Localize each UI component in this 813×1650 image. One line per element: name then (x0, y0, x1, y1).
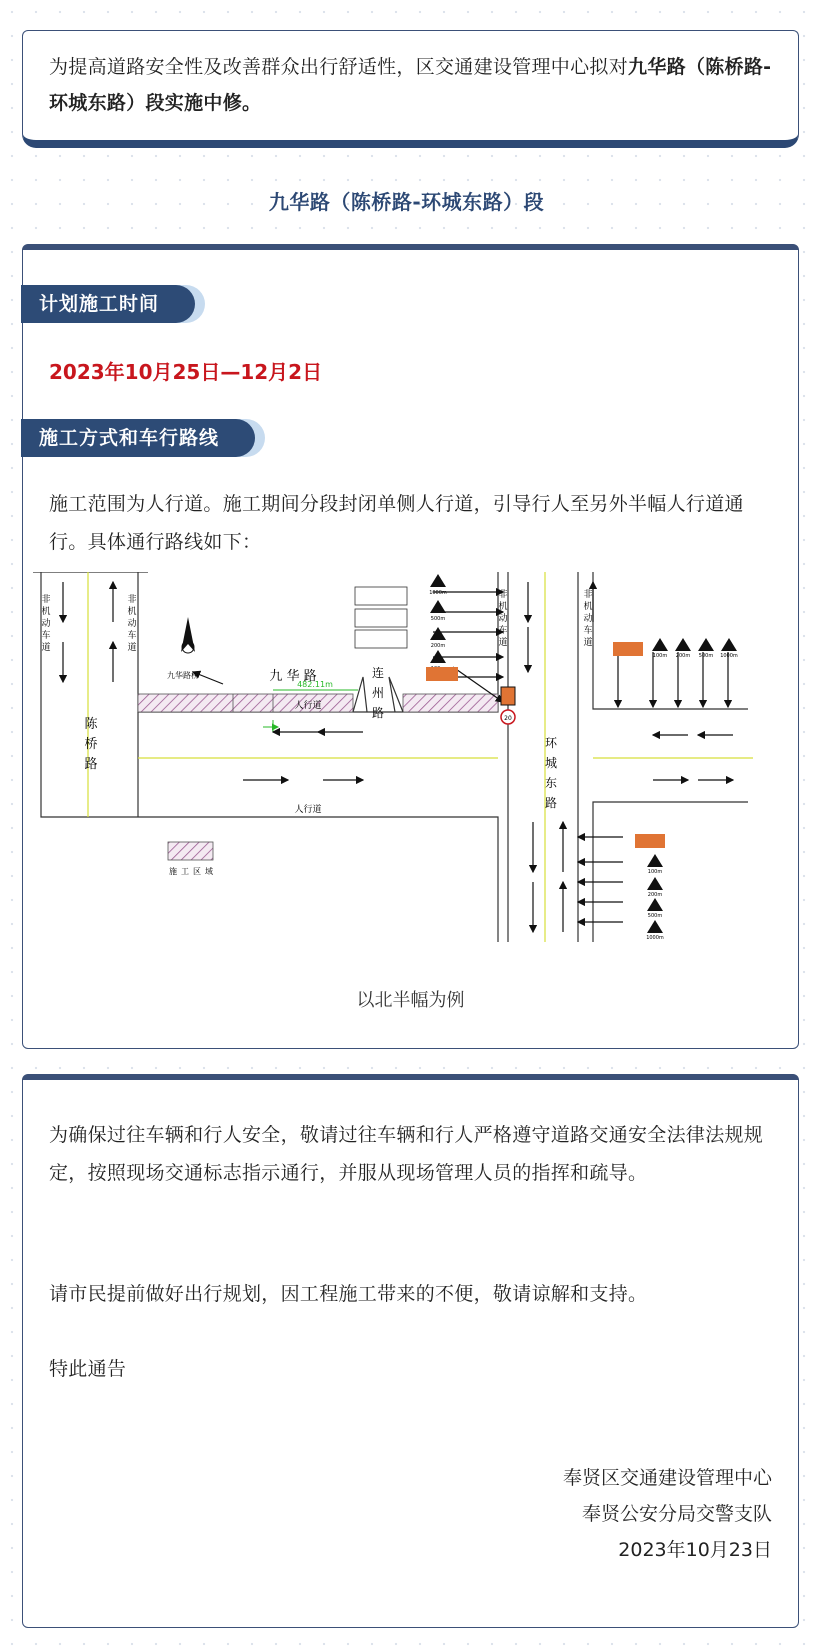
lianzhou-char-3: 路 (371, 706, 385, 720)
hatched-zone-east (403, 694, 498, 712)
svg-text:动: 动 (41, 619, 51, 629)
huancheng-char-1: 环 (544, 736, 558, 750)
info-boxes (355, 587, 407, 648)
svg-text:机: 机 (127, 607, 137, 617)
notice-para-3: 特此通告 (49, 1358, 127, 1380)
svg-text:1000m: 1000m (429, 590, 447, 596)
svg-text:非: 非 (498, 590, 508, 600)
lianzhou-char-1: 连 (371, 666, 385, 680)
method-label: 施工方式和车行路线 (21, 419, 255, 457)
svg-text:100m: 100m (647, 869, 663, 875)
svg-text:工: 工 (181, 867, 189, 876)
svg-text:500m: 500m (430, 616, 446, 622)
svg-text:200m: 200m (675, 653, 691, 659)
svg-text:道: 道 (583, 638, 593, 648)
construction-card (22, 244, 799, 1049)
section-title: 九华路（陈桥路-环城东路）段 (268, 190, 545, 214)
svg-text:100m: 100m (652, 653, 668, 659)
intro-text (49, 49, 772, 121)
signer-2: 奉贤公安分局交警支队 (581, 1503, 772, 1525)
svg-text:道: 道 (41, 643, 51, 653)
sidewalk-north: 人行道 (294, 701, 322, 711)
plan-label: 计划施工时间 (21, 285, 195, 323)
svg-text:车: 车 (498, 626, 508, 636)
detour-sign-south (635, 834, 665, 848)
warning-signs-south (646, 854, 664, 941)
svg-text:500m: 500m (647, 913, 663, 919)
huancheng-char-4: 路 (544, 796, 558, 810)
chenqiao-char-3: 路 (84, 757, 98, 772)
svg-text:车: 车 (41, 631, 51, 641)
legend-label (169, 866, 213, 876)
lianzhou-char-2: 州 (371, 686, 385, 700)
svg-text:动: 动 (583, 614, 593, 624)
svg-text:施: 施 (169, 867, 177, 876)
svg-text:非: 非 (41, 595, 51, 605)
north-arrow-icon (181, 617, 195, 653)
detour-sign-north (426, 667, 458, 681)
svg-text:非: 非 (127, 595, 137, 605)
svg-text:1000m: 1000m (720, 653, 738, 659)
notice-para-2: 请市民提前做好出行规划，因工程施工带来的不便，敬请谅解和支持。 (49, 1283, 648, 1305)
svg-text:1000m: 1000m (646, 935, 664, 941)
svg-text:车: 车 (583, 626, 593, 636)
svg-text:区: 区 (193, 867, 201, 876)
svg-text:非: 非 (583, 590, 593, 600)
svg-text:动: 动 (127, 619, 137, 629)
pedestrian-sign (501, 687, 515, 705)
road-outlines (33, 572, 748, 942)
speed-limit-value: 20 (504, 715, 512, 722)
signer-1: 奉贤区交通建设管理中心 (562, 1467, 772, 1489)
detour-sign-east (613, 642, 643, 656)
distance-label: 482.11m (297, 680, 333, 689)
plan-date: 2023年10月25日—12月2日 (49, 360, 323, 384)
svg-text:域: 域 (205, 867, 213, 876)
bridge-label: 九华路桥 (167, 671, 199, 680)
method-description: 施工范围为人行道。施工期间分段封闭单侧人行道，引导行人至另外半幅人行道通行。具体通行路线如下： (49, 493, 744, 553)
notice-para-1: 为确保过往车辆和行人安全，敬请过往车辆和行人严格遵守道路交通安全法律法规规定，按照现场交通标志指示通行，并服从现场管理人员的指挥和疏导。 (49, 1124, 764, 1184)
notice-date: 2023年10月23日 (618, 1539, 772, 1561)
svg-text:道: 道 (498, 638, 508, 648)
intro-card (22, 30, 799, 148)
chenqiao-char-2: 桥 (84, 737, 98, 752)
intro-bold: 九华路（陈桥路-环城东路）段实施中修。 (49, 56, 772, 114)
nonmotor-labels (41, 588, 592, 653)
sidewalk-south: 人行道 (294, 805, 322, 815)
legend-swatch (168, 842, 213, 860)
svg-text:机: 机 (583, 602, 593, 612)
svg-text:动: 动 (498, 614, 508, 624)
warning-signs-east (652, 638, 738, 659)
svg-text:道: 道 (127, 643, 137, 653)
notice-card (22, 1074, 799, 1628)
svg-text:500m: 500m (698, 653, 714, 659)
intro-plain: 为提高道路安全性及改善群众出行舒适性，区交通建设管理中心拟对 (49, 56, 629, 78)
chenqiao-char-1: 陈 (84, 717, 98, 732)
map-caption: 以北半幅为例 (356, 990, 465, 1011)
jiuhua-label: 九 华 路 (269, 669, 317, 684)
huancheng-char-3: 东 (544, 776, 558, 790)
huancheng-char-2: 城 (544, 756, 558, 770)
route-map (33, 572, 788, 957)
svg-text:200m: 200m (647, 892, 663, 898)
svg-text:机: 机 (41, 607, 51, 617)
svg-text:机: 机 (498, 602, 508, 612)
svg-text:200m: 200m (430, 643, 446, 649)
svg-text:车: 车 (127, 631, 137, 641)
